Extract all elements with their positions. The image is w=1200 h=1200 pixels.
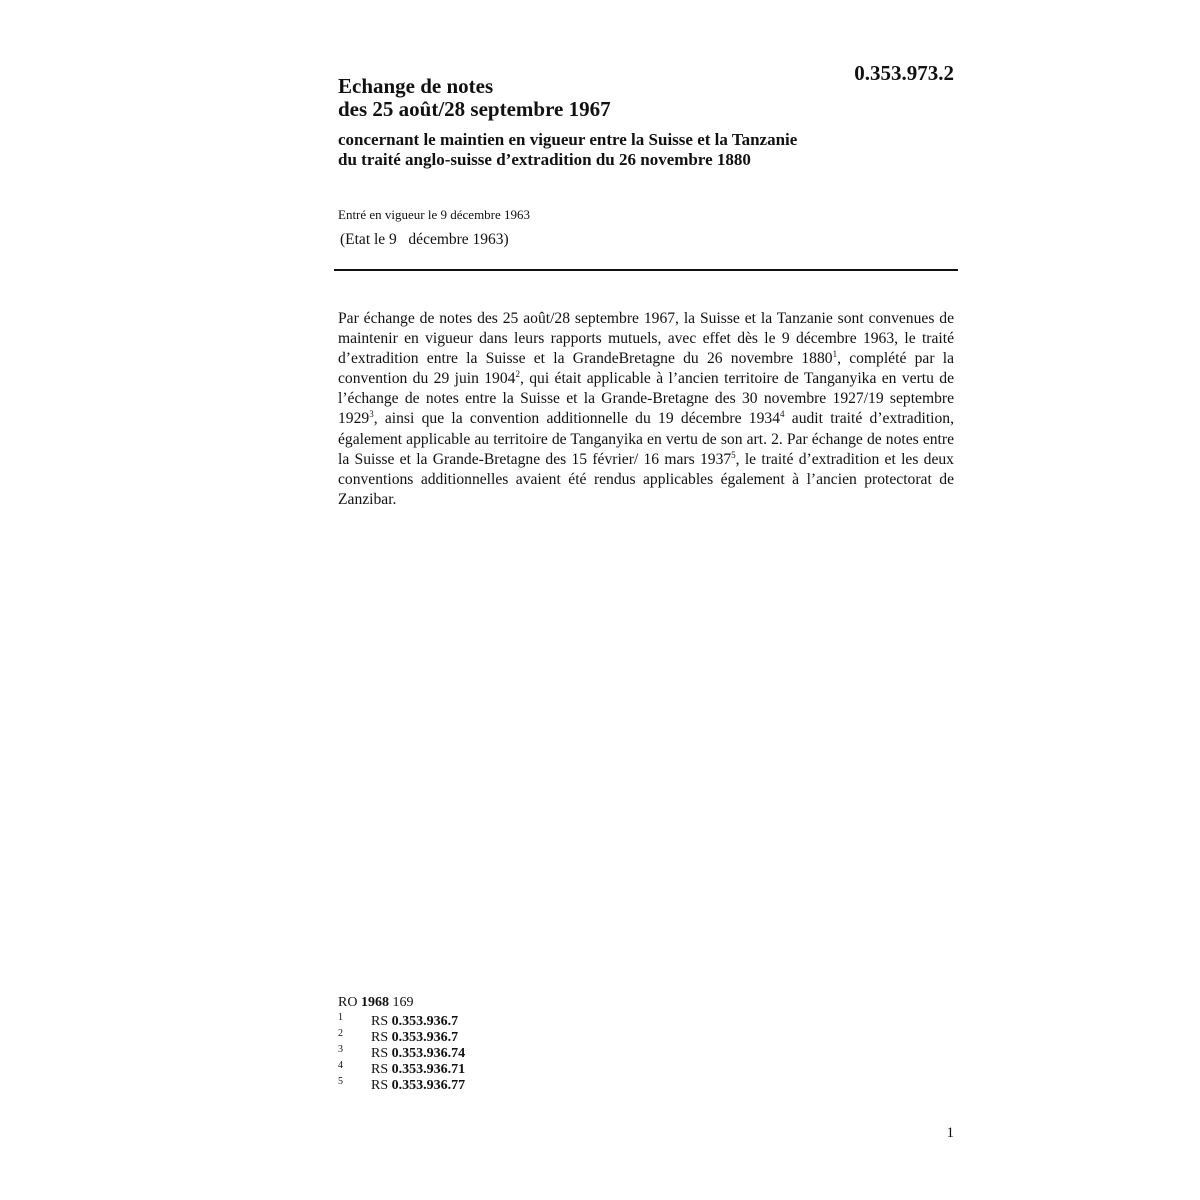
title-line: Echange de notes — [338, 74, 494, 98]
footnote-number: 2 — [338, 1028, 343, 1039]
footnote-ref: 3 — [369, 409, 374, 420]
body-paragraph — [338, 309, 954, 510]
document-number: 0.353.973.2 — [854, 61, 954, 85]
footnote-prefix: RS — [371, 1078, 392, 1093]
body-segment: Par échange de notes des 25 août/28 septembre 1967, la Suisse et la Tanzanie sont convenues de maintenir en vigueur dans leurs rapports mutuels, avec effet dès le 9 décembre 1963, le traité d’extradition entre la Suisse et la GrandeBretagne du 26 novembre 1880 — [338, 310, 954, 368]
entry-into-force: Entré en vigueur le 9 décembre 1963 — [338, 207, 531, 222]
footnote-text — [371, 1062, 465, 1078]
document-subtitle — [338, 130, 797, 170]
footnote-number: 1 — [338, 1012, 343, 1023]
footnote-prefix: RS — [371, 1030, 392, 1045]
title-line: des 25 août/28 septembre 1967 — [338, 97, 611, 121]
footnote-ref-number: 0.353.936.71 — [391, 1062, 466, 1077]
footnote-number: 4 — [338, 1060, 343, 1071]
footnote-ref-number: 0.353.936.77 — [391, 1078, 466, 1093]
footnote-number: 3 — [338, 1044, 343, 1055]
footnote-text — [371, 1030, 458, 1046]
footnote-text — [371, 1046, 465, 1062]
body-segment: , ainsi que la convention additionnelle du 19 décembre 1934 — [373, 410, 780, 428]
footnote-ref: 1 — [832, 349, 838, 360]
footnote-text — [371, 1078, 465, 1094]
ro-prefix: RO — [338, 995, 361, 1010]
body-segment: audit traité d’extradition, également applicable au territoire de Tanganyika en vertu de son art. 2. Par échange de notes entre la Suisse et la Grande-Bretagne des 15 février/ 16 mars 1937 — [338, 410, 954, 468]
footnote-number: 5 — [338, 1076, 343, 1087]
document-title — [338, 75, 611, 121]
footnote-ref: 4 — [780, 409, 785, 420]
body-segment: , qui était applicable à l’ancien territoire de Tanganyika en vertu de l’échange de notes entre la Suisse et la Grande-Bretagne des 30 novembre 1927/19 septembre 1929 — [338, 370, 954, 428]
body-segment: , le traité d’extradition et les deux conventions additionnelles avaient été rendus applicables également à l’ancien protectorat de Zanzibar. — [338, 450, 954, 508]
footnote-ref: 5 — [731, 449, 736, 460]
footnote-text — [371, 1014, 458, 1030]
page-number: 1 — [946, 1125, 954, 1141]
footnote-ref-number: 0.353.936.7 — [391, 1030, 459, 1045]
header-divider — [334, 269, 958, 271]
subtitle-line: concernant le maintien en vigueur entre la Suisse et la Tanzanie — [338, 130, 798, 149]
footnote-prefix: RS — [371, 1014, 392, 1029]
footnote-prefix: RS — [371, 1062, 392, 1077]
footnote-ref-number: 0.353.936.74 — [391, 1046, 466, 1061]
footnote-prefix: RS — [371, 1046, 392, 1061]
ro-page: 169 — [388, 995, 414, 1010]
ro-year: 1968 — [360, 995, 389, 1010]
body-segment: , complété par la convention du 29 juin 1904 — [338, 350, 954, 388]
footnote-ref-number: 0.353.936.7 — [391, 1014, 459, 1029]
footnote-ref: 2 — [515, 369, 520, 380]
ro-reference — [338, 994, 413, 1012]
subtitle-line: du traité anglo-suisse d’extradition du 26 novembre 1880 — [338, 150, 751, 169]
status-date: (Etat le 9 décembre 1963) — [340, 231, 509, 248]
